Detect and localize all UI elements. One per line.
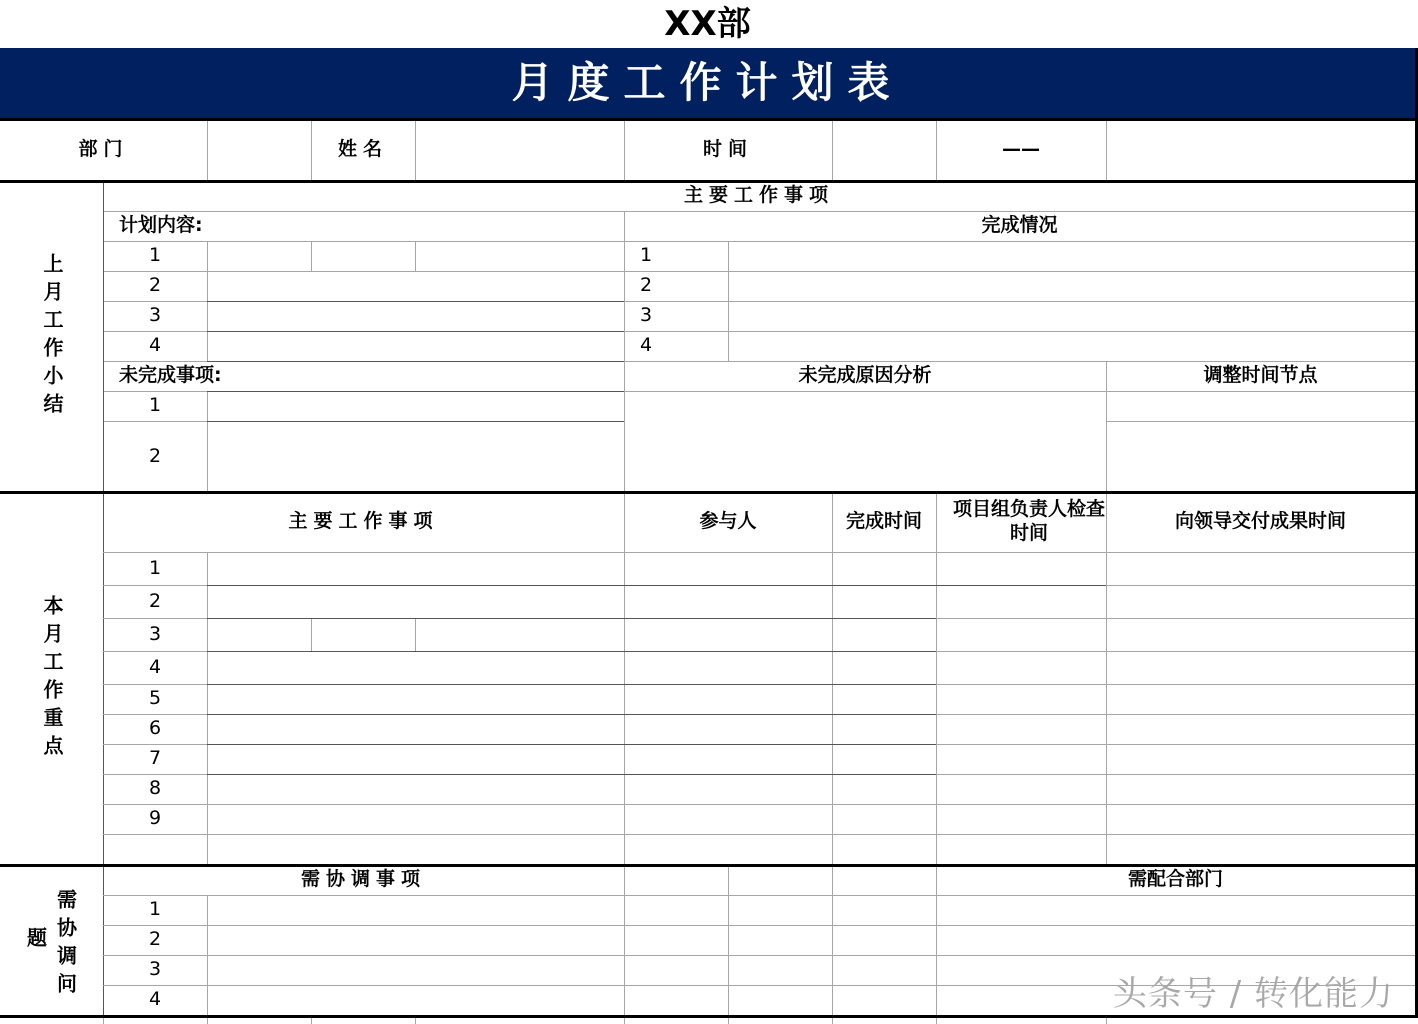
coordination-label-tail: 题	[23, 926, 48, 955]
task-row-number: 2	[148, 589, 162, 612]
completion-cell[interactable]	[728, 331, 1415, 361]
gridline-h	[1106, 421, 1415, 422]
unfinished-row-number: 2	[148, 444, 162, 467]
dept-label: 部门	[78, 138, 129, 161]
task-cell[interactable]	[207, 618, 624, 651]
coordination-row-number: 1	[148, 898, 162, 921]
coordination-item-cell[interactable]	[207, 895, 624, 925]
task-cell[interactable]	[207, 804, 624, 834]
watermark: 头条号 / 转化能力	[1112, 974, 1394, 1014]
coordination-label: 需协调问	[53, 889, 78, 1001]
this-month-header: 项目组负责人检查时间	[952, 498, 1105, 544]
time-label: 时间	[702, 138, 753, 161]
coordination-item-cell[interactable]	[207, 955, 624, 985]
this-month-header: 完成时间	[845, 510, 922, 533]
main-work-items-header: 主要工作事项	[683, 184, 834, 207]
task-row-number: 5	[148, 687, 162, 710]
coordination-items-header: 需协调事项	[300, 868, 426, 891]
completion-cell[interactable]	[728, 241, 1415, 271]
task-row-number: 7	[148, 747, 162, 770]
plan-content-cell[interactable]	[207, 241, 624, 271]
coordination-item-cell[interactable]	[207, 985, 624, 1015]
gridline-h	[936, 585, 1106, 586]
task-row-number: 3	[148, 622, 162, 645]
coordination-row-number: 3	[148, 958, 162, 981]
name-input[interactable]	[415, 119, 624, 181]
this-month-header: 向领导交付成果时间	[1174, 510, 1346, 533]
gridline-v	[624, 865, 625, 1016]
gridline-v	[207, 391, 208, 492]
task-row-number: 4	[148, 655, 162, 678]
task-cell[interactable]	[207, 774, 624, 804]
completion-row-number: 1	[640, 244, 653, 267]
task-cell[interactable]	[207, 552, 624, 585]
task-row-number: 6	[148, 717, 162, 740]
name-label: 姓名	[337, 138, 388, 161]
cooperating-dept-header: 需配合部门	[1127, 868, 1223, 891]
unfinished-items-label: 未完成事项:	[119, 364, 222, 387]
plan-row-number: 2	[148, 274, 162, 297]
completion-cell[interactable]	[728, 301, 1415, 331]
dept-title: XX部	[664, 3, 751, 44]
task-row-number: 8	[148, 777, 162, 800]
gridline-h	[207, 391, 624, 392]
completion-row-number: 4	[640, 334, 653, 357]
unfinished-reason-header: 未完成原因分析	[798, 364, 932, 387]
plan-row-number: 1	[148, 244, 162, 267]
dept-input[interactable]	[207, 119, 311, 181]
task-cell[interactable]	[207, 651, 624, 684]
this-month-focus-label: 本月工作重点	[40, 594, 64, 763]
coordination-item-cell[interactable]	[207, 925, 624, 955]
last-month-summary-label: 上月工作小结	[40, 252, 64, 421]
completion-status-header: 完成情况	[981, 214, 1058, 237]
gridline-h	[0, 1015, 1417, 1018]
task-row-number: 1	[148, 556, 162, 579]
task-cell[interactable]	[207, 834, 624, 865]
completion-row-number: 2	[640, 274, 653, 297]
gridline-v	[728, 865, 729, 1016]
coordination-row-number: 4	[148, 988, 162, 1011]
plan-row-number: 3	[148, 304, 162, 327]
completion-cell[interactable]	[728, 271, 1415, 301]
time-end-input[interactable]	[1106, 119, 1415, 181]
unfinished-row-number: 1	[148, 394, 162, 417]
task-cell[interactable]	[207, 585, 624, 618]
this-month-header: 主要工作事项	[288, 510, 439, 533]
completion-row-number: 3	[640, 304, 653, 327]
task-cell[interactable]	[207, 684, 624, 714]
this-month-header: 参与人	[699, 510, 757, 533]
plan-content-cell[interactable]	[207, 301, 624, 331]
form-title: 月度工作计划表	[511, 58, 904, 108]
task-cell[interactable]	[207, 744, 624, 774]
time-dash: ——	[1002, 138, 1040, 161]
plan-content-cell[interactable]	[207, 331, 624, 361]
time-start-input[interactable]	[832, 119, 936, 181]
task-cell[interactable]	[207, 714, 624, 744]
task-row-number: 9	[148, 807, 162, 830]
adjust-time-header: 调整时间节点	[1203, 364, 1318, 387]
gridline-v	[832, 865, 833, 1016]
plan-content-cell[interactable]	[207, 271, 624, 301]
plan-content-label: 计划内容:	[119, 214, 203, 237]
gridline-h	[207, 421, 624, 422]
plan-row-number: 4	[148, 334, 162, 357]
coordination-row-number: 2	[148, 928, 162, 951]
